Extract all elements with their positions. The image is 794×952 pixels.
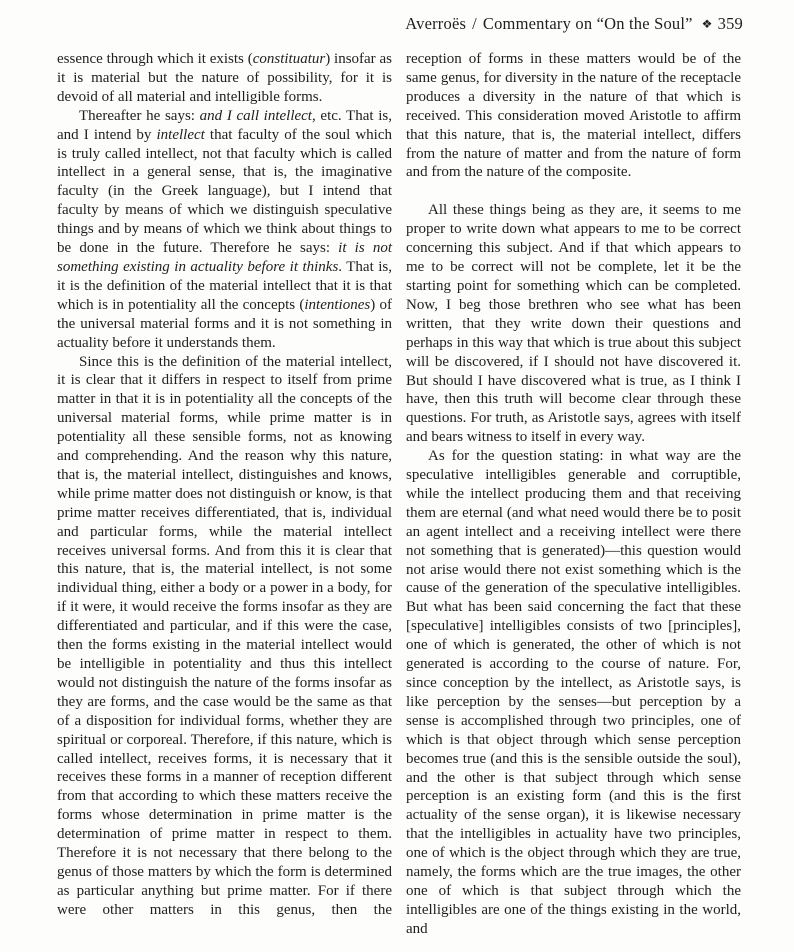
text-segment: Thereafter he says: — [79, 107, 200, 124]
paragraph — [406, 201, 741, 447]
text-segment: Since this is the definition of the material intellect, it is clear that it differs in respect to itself from prime matter in that it is in potentiality all the concepts of the universal material forms, while prime matter is in potentiality all these sensible forms, not as knowing and comprehending. And the reason why this nature, that is, the material intellect, distinguishes and knows, while prime matter does not distinguish or know, is that prime matter receives differentiated, that is, individual and particular forms, while the material intellect receives universal forms. And from this it is clear that this nature, that is, the material intellect, is not some individual thing, either a body or a power in a body, for if it were, it would receive the forms insofar as they are differentiated and particular, and if this were the case, then the forms existing in the material intellect would be intelligible in potentiality and thus this intellect would not distinguish the nature of the forms insofar as they are forms, and the case would be the same as that of a disposition for individual forms, whether they are spiritual or corporeal. Therefore, if this nature, which is called intellect, receives forms, it is necessary that it receives these forms in a manner of reception different from that according to which these matters receive the forms whose determination in prime matter is the determination of prime matter in respect to them. Therefore it is not necessary that there belong to the genus of those matters by which the form is determined as particular anything but prime matter. For if there were other matters in this genus, then the — [57, 353, 392, 918]
italic-text-segment: constituatur — [252, 51, 326, 67]
paragraph — [57, 50, 392, 107]
text-segment: that faculty of the soul which is truly called intellect, not that faculty which is called intellect in a general sense, that is, the imaginative faculty (in the Greek language), but I intend that faculty by means of which we distinguish speculative things and by means of which we think about things to be done in the future. Therefore he says: — [57, 126, 392, 257]
paragraph — [406, 50, 741, 182]
text-segment: As for the question stating: in what way are the speculative intelligibles generable and corruptible, while the intellect producing them and that receiving them are eternal (and what need would there be to posit an agent intellect and a receiving intellect were there not something that is generated)—this question would not arise would there not exist something which is the cause of the generation of the speculative intelligibles. But what has been said concerning the fact that these [speculative] intelligibles consists of two [principles], one of which is generated, the other of which is not generated is according to the course of nature. For, since conception by the intellect, as Aristotle says, is like perception by the senses—but perception by a sense is accomplished through two principles, one of which is that object through which sense perception becomes true (and this is the sensible outside the soul), and the other is that subject through which sense perception is an existing form (and this is the first actuality of the sense organ), it is likewise necessary that the intelligibles in actuality have two principles, one of which is the object through which they are true, namely, the forms which are the true images, the other one of which is that subject through which the intelligibles are one of the things existing in the world, and — [406, 448, 741, 937]
italic-text-segment: and I call intellect — [199, 107, 312, 124]
italic-text-segment: intellect — [156, 126, 205, 143]
italic-text-segment: it is not something existing in actuality before it thinks — [57, 240, 392, 275]
italic-text-segment: intentiones — [304, 296, 371, 313]
diamond-ornament-icon: ❖ — [701, 17, 713, 31]
text-columns — [57, 50, 741, 939]
right-column — [406, 50, 741, 939]
text-segment: reception of forms in these matters would be of the same genus, for diversity in the nature of the receptacle produces a diversity in the nature of that which is received. This consideration moved Aristotle to affirm that this nature, that is, the material intellect, differs from the nature of matter and from the nature of form and from the nature of the composite. — [406, 51, 741, 181]
paragraph — [57, 107, 392, 353]
running-head-separator: / — [472, 14, 477, 33]
running-head-title: Commentary on “On the Soul” — [482, 14, 693, 33]
text-segment: essence through which it exists ( — [57, 51, 253, 67]
running-head-author: Averroës — [405, 14, 467, 33]
text-segment: ) insofar as it is material but the nature of possibility, for it is devoid of all material and intelligible forms. — [57, 51, 392, 105]
page-number: 359 — [717, 14, 743, 33]
running-head — [405, 13, 743, 35]
text-segment: ) of the universal material forms and it is not something in actuality before it understands them. — [57, 296, 392, 351]
text-segment: . That is, it is the definition of the material intellect that it is that which is in potentiality all the concepts ( — [57, 258, 392, 313]
paragraph — [57, 353, 392, 920]
text-segment: , etc. That is, and I intend by — [57, 107, 392, 143]
left-column — [57, 50, 392, 939]
text-segment: All these things being as they are, it seems to me proper to write down what appears to me to be correct concerning this subject. And if that which appears to me to be correct will not be complete, let it be the starting point for something which can be completed. Now, I beg those brethren who see what has been written, that they write down their questions and perhaps in this way that which is true about this subject will be discovered, if I should not have discovered it. But should I have discovered what is true, as I think I have, then this truth will become clear through these questions. For truth, as Aristotle says, agrees with itself and bears witness to itself in every way. — [406, 202, 741, 446]
paragraph — [406, 447, 741, 939]
